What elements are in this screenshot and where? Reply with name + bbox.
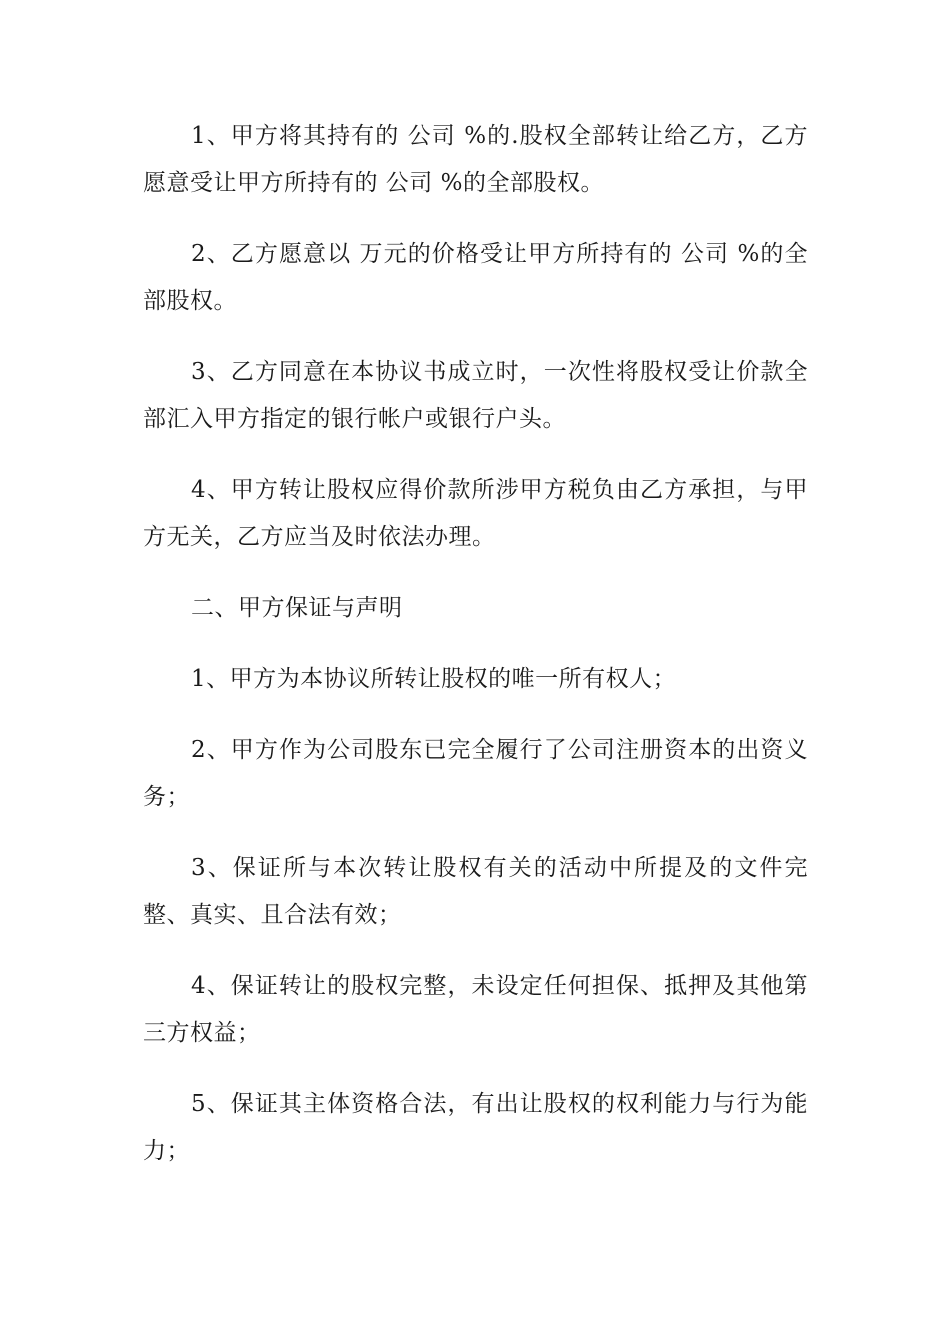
warranty-4: 4、保证转让的股权完整，未设定任何担保、抵押及其他第三方权益； bbox=[143, 973, 808, 1046]
section-heading: 二、甲方保证与声明 bbox=[191, 595, 403, 621]
clause-3-payment: 3、乙方同意在本协议书成立时，一次性将股权受让价款全部汇入甲方指定的银行帐户或银行户头。 bbox=[143, 359, 808, 432]
clause-4-tax: 4、甲方转让股权应得价款所涉甲方税负由乙方承担，与甲方无关，乙方应当及时依法办理。 bbox=[143, 477, 808, 550]
warranty-2: 2、甲方作为公司股东已完全履行了公司注册资本的出资义务； bbox=[143, 737, 808, 810]
clause-2-price: 2、乙方愿意以 万元的价格受让甲方所持有的 公司 %的全部股权。 bbox=[143, 241, 808, 314]
clause-1-transfer: 1、甲方将其持有的 公司 %的.股权全部转让给乙方，乙方愿意受让甲方所持有的 公司 %的全部股权。 bbox=[143, 123, 808, 196]
document-body bbox=[143, 113, 808, 1199]
warranty-3: 3、保证所与本次转让股权有关的活动中所提及的文件完整、真实、且合法有效； bbox=[143, 855, 808, 928]
warranty-5: 5、保证其主体资格合法，有出让股权的权利能力与行为能力； bbox=[143, 1091, 808, 1164]
warranty-1: 1、甲方为本协议所转让股权的唯一所有权人； bbox=[191, 666, 677, 692]
